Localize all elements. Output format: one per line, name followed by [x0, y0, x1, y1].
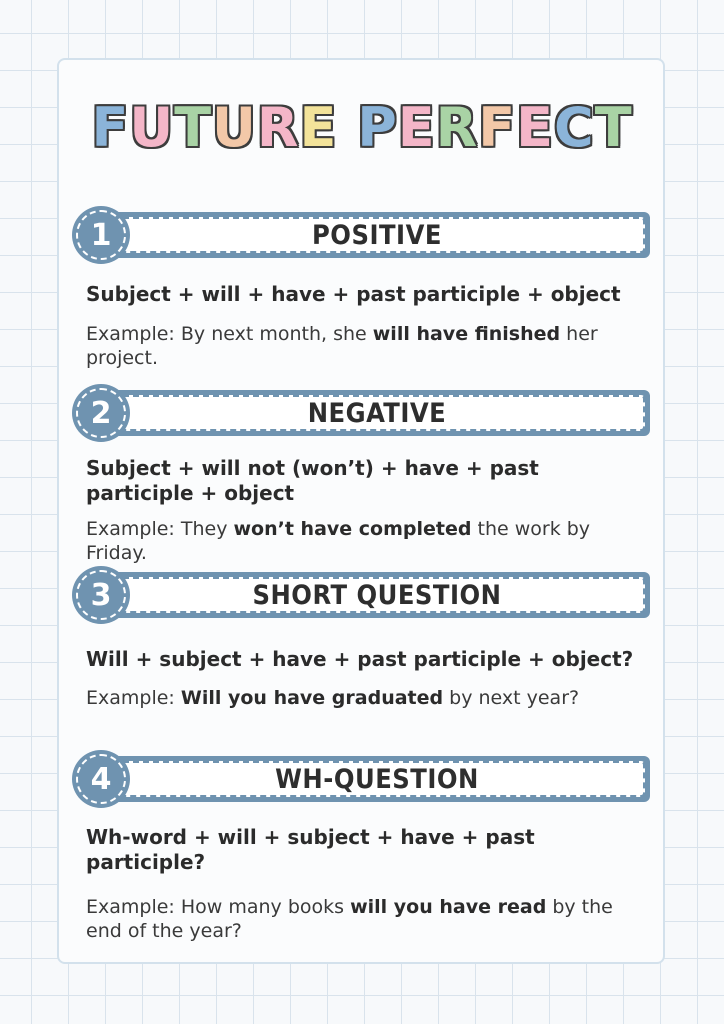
title-letter: U: [212, 96, 257, 159]
section-2-number-badge: [72, 384, 130, 442]
section-1-number: 1: [76, 210, 126, 260]
section-3-number: 3: [76, 570, 126, 620]
section-1-label: POSITIVE: [312, 219, 442, 251]
section-3-label: SHORT QUESTION: [252, 579, 502, 611]
section-1-example: Example: By next month, she will have finished her project.: [86, 323, 598, 369]
section-3-formula: Will + subject + have + past participle + object?: [86, 647, 634, 671]
title-letter: P: [357, 96, 398, 159]
title-letter: F: [91, 96, 130, 159]
section-1-banner: [104, 212, 650, 258]
section-4-formula: Wh-word + will + subject + have + past participle?: [86, 825, 535, 874]
page-title: [0, 88, 724, 168]
title-letter: E: [299, 96, 338, 159]
section-2-banner: [104, 390, 650, 436]
section-2-number: 2: [76, 388, 126, 438]
section-3-number-badge: [72, 566, 130, 624]
section-4-number-badge: [72, 750, 130, 808]
section-1-number-badge: [72, 206, 130, 264]
title-letter: T: [174, 96, 213, 159]
title-letter: E: [397, 96, 436, 159]
section-4-example: Example: How many books will you have read by the end of the year?: [86, 896, 613, 942]
section-4-label: WH-QUESTION: [275, 763, 479, 795]
title-letter: T: [594, 96, 633, 159]
section-2-formula: Subject + will not (won’t) + have + past participle + object: [86, 456, 539, 505]
title-letter: E: [516, 96, 555, 159]
title-letter: U: [129, 96, 175, 159]
section-2-example: Example: They won’t have completed the work by Friday.: [86, 518, 591, 564]
section-3-banner: [104, 572, 650, 618]
title-letter: C: [554, 96, 595, 159]
section-3-example: Example: Will you have graduated by next year?: [86, 687, 580, 709]
title-letter: F: [478, 96, 517, 159]
section-4-banner: [104, 756, 650, 802]
title-letter: R: [435, 96, 479, 159]
title-letter: [337, 88, 357, 168]
title-letter: R: [256, 96, 300, 159]
section-1-formula: Subject + will + have + past participle + object: [86, 282, 621, 306]
section-2-label: NEGATIVE: [307, 397, 447, 429]
section-4-number: 4: [76, 754, 126, 804]
